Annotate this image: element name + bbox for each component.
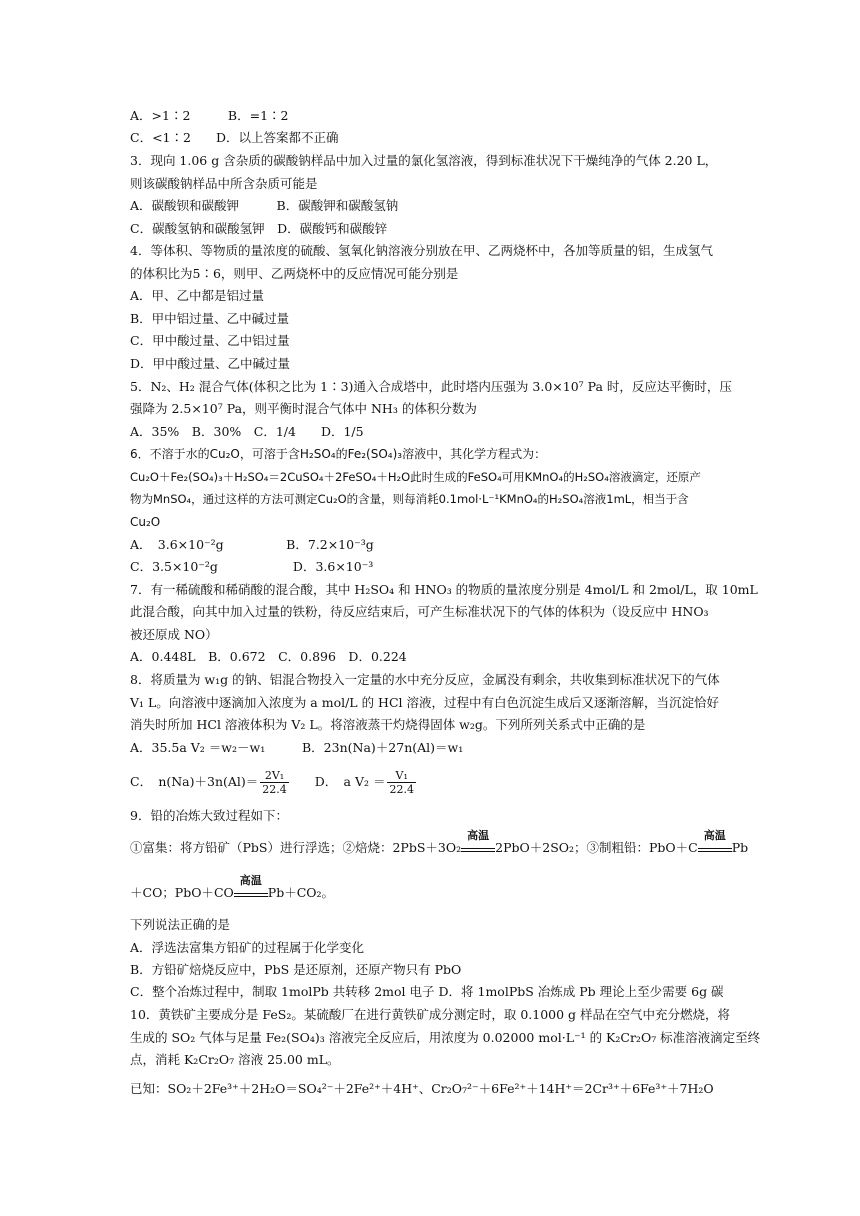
q8-option-a: A．35.5a V₂ ＝w₂－w₁ xyxy=(130,740,266,755)
q9-step3-text: ＋CO；PbO＋CO xyxy=(130,885,234,900)
q3-options-cd: C．碳酸氢钠和碳酸氢钾 D．碳酸钙和碳酸锌 xyxy=(130,221,388,236)
q9-option-a: A．浮选法富集方铅矿的过程属于化学变化 xyxy=(130,940,365,955)
fraction-numerator: 2V₁ xyxy=(260,769,289,783)
q9-process-line2 xyxy=(130,874,730,901)
reaction-condition-arrow xyxy=(461,829,495,852)
q9-prompt: 下列说法正确的是 xyxy=(130,917,231,932)
q4-option-a: A．甲、乙中都是铝过量 xyxy=(130,288,265,303)
q6-options-ab: A． 3.6×10⁻²g B．7.2×10⁻³g xyxy=(130,537,374,552)
q2-options-cd: C．<1∶2 D．以上答案都不正确 xyxy=(130,130,339,145)
q8-option-b: B．23n(Na)＋27n(Al)＝w₁ xyxy=(302,740,464,755)
reaction-condition-arrow xyxy=(234,874,268,897)
q8-options-cd xyxy=(130,764,730,800)
q3-options-ab: A．碳酸钡和碳酸钾 B．碳酸钾和碳酸氢钠 xyxy=(130,198,399,213)
q5-stem-line2: 强降为 2.5×10⁷ Pa，则平衡时混合气体中 NH₃ 的体积分数为 xyxy=(130,401,477,416)
q10-stem-line1: 10．黄铁矿主要成分是 FeS₂。某硫酸厂在进行黄铁矿成分测定时，取 0.1000 g 样品在空气中充分燃烧，将 xyxy=(130,1007,731,1022)
q9-step2-text: 2PbO＋2SO₂；③制粗铅：PbO＋C xyxy=(495,840,698,855)
q4-stem-line2: 的体积比为5∶6，则甲、乙两烧杯中的反应情况可能分别是 xyxy=(130,266,459,281)
q4-option-d: D．甲中酸过量、乙中碱过量 xyxy=(130,356,291,371)
q6-options-cd: C．3.5×10⁻²g D．3.6×10⁻³ xyxy=(130,559,374,574)
q9-option-cd: C．整个冶炼过程中，制取 1molPb 共转移 2mol 电子 D．将 1molPbS 冶炼成 Pb 理论上至少需要 6g 碳 xyxy=(130,984,724,999)
q9-product-pb: Pb xyxy=(731,840,749,855)
q8-option-c-prefix: C． n(Na)＋3n(Al)＝ xyxy=(130,774,259,789)
q9-process-line1 xyxy=(130,829,749,856)
q3-stem-line2: 则该碳酸钠样品中所含杂质可能是 xyxy=(130,176,318,191)
q8-stem-line2: V₁ L。向溶液中逐滴加入浓度为 a mol/L 的 HCl 溶液，过程中有白色沉淀生成后又逐渐溶解，当沉淀恰好 xyxy=(130,695,719,710)
condition-label: 高温 xyxy=(239,874,262,887)
reaction-condition-arrow xyxy=(698,829,732,852)
q4-option-c: C．甲中酸过量、乙中铝过量 xyxy=(130,333,290,348)
q8-option-d-fraction xyxy=(387,769,416,796)
q8-option-c-fraction xyxy=(260,769,289,796)
q9-step1-text: ①富集：将方铅矿（PbS）进行浮选；②焙烧：2PbS＋3O₂ xyxy=(130,840,462,855)
q5-stem-line1: 5．N₂、H₂ 混合气体(体积之比为 1∶3)通入合成塔中，此时塔内压强为 3.0×10⁷ Pa 时，反应达平衡时，压 xyxy=(130,379,732,394)
q9-option-b: B．方铅矿焙烧反应中，PbS 是还原剂，还原产物只有 PbO xyxy=(130,962,462,977)
fraction-denominator: 22.4 xyxy=(262,783,287,796)
q4-stem-line1: 4．等体积、等物质的量浓度的硫酸、氢氧化钠溶液分别放在甲、乙两烧杯中，各加等质量的铝，生成氢气 xyxy=(130,243,713,258)
q9-stem: 9．铅的冶炼大致过程如下： xyxy=(130,808,288,823)
q5-options: A．35% B．30% C．1/4 D．1/5 xyxy=(130,424,364,439)
q3-stem-line1: 3．现向 1.06 g 含杂质的碳酸钠样品中加入过量的氯化氢溶液，得到标准状况下干燥纯净的气体 2.20 L， xyxy=(130,153,718,168)
q2-options-ab: A．>1∶2 B．=1∶2 xyxy=(130,108,289,123)
q6-stem-line3: 物为MnSO₄，通过这样的方法可测定Cu₂O的含量，则每消耗0.1mol·L⁻¹KMnO₄的H₂SO₄溶液1mL，相当于含 xyxy=(130,492,689,506)
condition-label: 高温 xyxy=(467,829,490,842)
q6-stem-line1: 6．不溶于水的Cu₂O，可溶于含H₂SO₄的Fe₂(SO₄)₃溶液中，其化学方程式为： xyxy=(130,447,547,461)
fraction-numerator: V₁ xyxy=(387,769,416,783)
q4-option-b: B．甲中铝过量、乙中碱过量 xyxy=(130,311,290,326)
q8-stem-line3: 消失时所加 HCl 溶液体积为 V₂ L。将溶液蒸干灼烧得固体 w₂g。下列所列关系式中正确的是 xyxy=(130,717,646,732)
condition-label: 高温 xyxy=(703,829,726,842)
q6-equation-line: Cu₂O＋Fe₂(SO₄)₃＋H₂SO₄＝2CuSO₄＋2FeSO₄＋H₂O此时生成的FeSO₄可用KMnO₄的H₂SO₄溶液滴定，还原产 xyxy=(130,470,701,484)
fraction-denominator: 22.4 xyxy=(389,783,414,796)
q8-stem-line1: 8．将质量为 w₁g 的钠、铝混合物投入一定量的水中充分反应，金属没有剩余，共收集到标准状况下的气体 xyxy=(130,672,720,687)
q8-option-d-prefix: D． a V₂ ＝ xyxy=(314,774,386,789)
q7-stem-line3: 被还原成 NO） xyxy=(130,627,218,642)
q10-stem-line2: 生成的 SO₂ 气体与足量 Fe₂(SO₄)₃ 溶液完全反应后，用浓度为 0.02000 mol·L⁻¹ 的 K₂Cr₂O₇ 标准溶液滴定至终 xyxy=(130,1030,761,1045)
q10-stem-line3: 点，消耗 K₂Cr₂O₇ 溶液 25.00 mL。 xyxy=(130,1052,340,1067)
q7-stem-line1: 7．有一稀硫酸和稀硝酸的混合酸，其中 H₂SO₄ 和 HNO₃ 的物质的量浓度分别是 4mol/L 和 2mol/L，取 10mL xyxy=(130,582,758,597)
q7-options: A．0.448L B．0.672 C．0.896 D．0.224 xyxy=(130,649,407,664)
q10-given-equations: 已知：SO₂＋2Fe³⁺＋2H₂O＝SO₄²⁻＋2Fe²⁺＋4H⁺、Cr₂O₇²⁻＋6Fe²⁺＋14H⁺＝2Cr³⁺＋6Fe³⁺＋7H₂O xyxy=(130,1081,714,1096)
q9-step3-product: Pb＋CO₂。 xyxy=(267,885,335,900)
q7-stem-line2: 此混合酸，向其中加入过量的铁粉，待反应结束后，可产生标准状况下的气体的体积为（设反应中 HNO₃ xyxy=(130,604,709,619)
q6-stem-line4: Cu₂O xyxy=(130,515,161,529)
